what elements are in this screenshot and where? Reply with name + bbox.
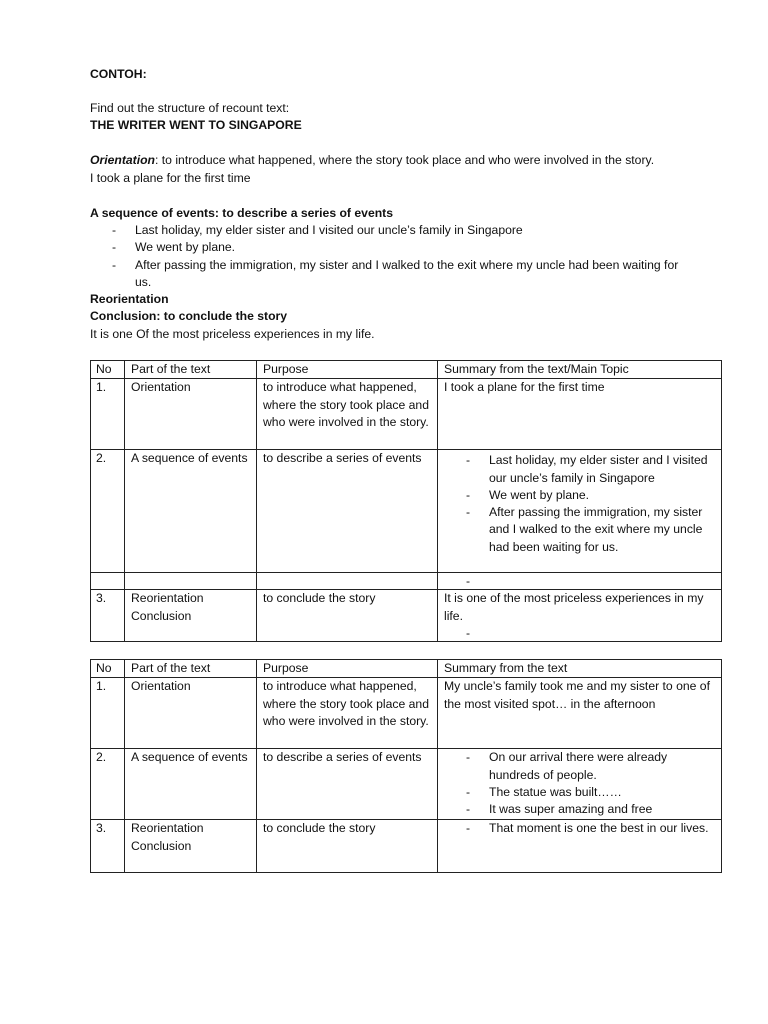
cell-part: Orientation	[125, 379, 257, 450]
orientation-paragraph	[90, 152, 654, 168]
cell-part	[125, 820, 257, 873]
cell-no: 3.	[91, 590, 125, 642]
cell-no: 3.	[91, 820, 125, 873]
cell-part	[125, 573, 257, 590]
table-row	[91, 590, 722, 642]
table-row	[91, 678, 722, 749]
header-summary: Summary from the text/Main Topic	[438, 361, 722, 379]
list-item-text: The statue was built……	[489, 784, 622, 799]
cell-summary	[438, 820, 722, 873]
conclusion-heading: Conclusion: to conclude the story	[90, 309, 288, 323]
header-part: Part of the text	[125, 361, 257, 379]
structure-table-1	[90, 360, 722, 642]
dash-marker: -	[466, 625, 471, 640]
list-item-text: Last holiday, my elder sister and I visited our uncle’s family in Singapore	[489, 453, 708, 485]
cell-purpose	[257, 573, 438, 590]
part-line-1: Reorientation	[131, 821, 204, 836]
list-item-text: After passing the immigration, my sister and I walked to the exit where my uncle had been waiting for us.	[489, 505, 703, 554]
cell-no: 2.	[91, 749, 125, 820]
table-row	[91, 820, 722, 873]
cell-no: 2.	[91, 450, 125, 573]
instruction-text: Find out the structure of recount text:	[90, 101, 290, 115]
events-item-text: We went by plane.	[135, 240, 236, 254]
cell-purpose: to describe a series of events	[257, 450, 438, 573]
orientation-example: I took a plane for the first time	[90, 171, 251, 185]
cell-purpose: to introduce what happened, where the story took place and who were involved in the story.	[257, 379, 438, 450]
list-item	[444, 820, 715, 837]
orientation-label: Orientation	[90, 153, 156, 167]
cell-summary: I took a plane for the first time	[438, 379, 722, 450]
events-item-text: After passing the immigration, my sister and I walked to the exit where my uncle had been waiting for	[135, 258, 679, 272]
header-summary: Summary from the text	[438, 660, 722, 678]
list-item-text: It was super amazing and free	[489, 802, 653, 817]
events-heading: A sequence of events: to describe a series of events	[90, 206, 393, 220]
dash-marker: -	[466, 750, 471, 765]
list-item	[444, 504, 715, 556]
table-row	[91, 450, 722, 573]
cell-purpose: to introduce what happened, where the story took place and who were involved in the story.	[257, 678, 438, 749]
list-item	[444, 801, 715, 818]
dash-marker: -	[466, 505, 471, 520]
story-title: THE WRITER WENT TO SINGAPORE	[90, 118, 302, 132]
cell-summary	[438, 590, 722, 642]
dash-marker: -	[466, 453, 471, 468]
reorientation-label: Reorientation	[90, 292, 169, 306]
cell-no: 1.	[91, 678, 125, 749]
header-no: No	[91, 361, 125, 379]
list-item	[444, 784, 715, 801]
events-item-text: Last holiday, my elder sister and I visited our uncle’s family in Singapore	[135, 223, 523, 237]
events-item-3-continued: us.	[135, 275, 152, 289]
header-part: Part of the text	[125, 660, 257, 678]
cell-part: A sequence of events	[125, 749, 257, 820]
cell-summary: My uncle’s family took me and my sister to one of the most visited spot… in the afternoon	[438, 678, 722, 749]
cell-summary	[438, 450, 722, 573]
summary-list	[444, 749, 715, 818]
dash-marker: -	[466, 784, 471, 799]
reorientation-example: It is one Of the most priceless experiences in my life.	[90, 327, 375, 341]
cell-purpose: to describe a series of events	[257, 749, 438, 820]
list-item-text: That moment is one the best in our lives.	[489, 821, 709, 836]
table-row	[91, 749, 722, 820]
cell-no	[91, 573, 125, 590]
dash-marker: -	[466, 487, 471, 502]
summary-text: It is one of the most priceless experiences in my life.	[444, 591, 704, 623]
cell-purpose: to conclude the story	[257, 590, 438, 642]
header-purpose: Purpose	[257, 660, 438, 678]
cell-summary	[438, 573, 722, 590]
summary-list	[444, 452, 715, 556]
list-item	[444, 487, 715, 504]
table-header-row	[91, 361, 722, 379]
cell-part: Orientation	[125, 678, 257, 749]
dash-marker: -	[466, 574, 471, 589]
table-row-empty	[91, 573, 722, 590]
cell-no: 1.	[91, 379, 125, 450]
dash-marker: -	[466, 802, 471, 817]
dash-marker: -	[112, 240, 117, 254]
cell-purpose: to conclude the story	[257, 820, 438, 873]
cell-summary	[438, 749, 722, 820]
table-row	[91, 379, 722, 450]
summary-list	[444, 820, 715, 837]
structure-table-2	[90, 659, 722, 873]
list-item-text: On our arrival there were already hundreds of people.	[489, 750, 668, 782]
part-line-2: Conclusion	[131, 838, 192, 853]
part-line-1: Reorientation	[131, 591, 204, 606]
list-item	[444, 749, 715, 784]
dash-marker: -	[112, 223, 117, 237]
header-purpose: Purpose	[257, 361, 438, 379]
heading-contoh: CONTOH:	[90, 67, 147, 81]
cell-part: A sequence of events	[125, 450, 257, 573]
part-line-2: Conclusion	[131, 608, 192, 623]
header-no: No	[91, 660, 125, 678]
dash-marker: -	[466, 821, 471, 836]
list-item	[444, 452, 715, 487]
list-item-text: We went by plane.	[489, 487, 590, 502]
orientation-definition: : to introduce what happened, where the story took place and who were involved in the story.	[155, 153, 655, 167]
cell-part	[125, 590, 257, 642]
dash-marker: -	[112, 258, 117, 272]
table-header-row	[91, 660, 722, 678]
